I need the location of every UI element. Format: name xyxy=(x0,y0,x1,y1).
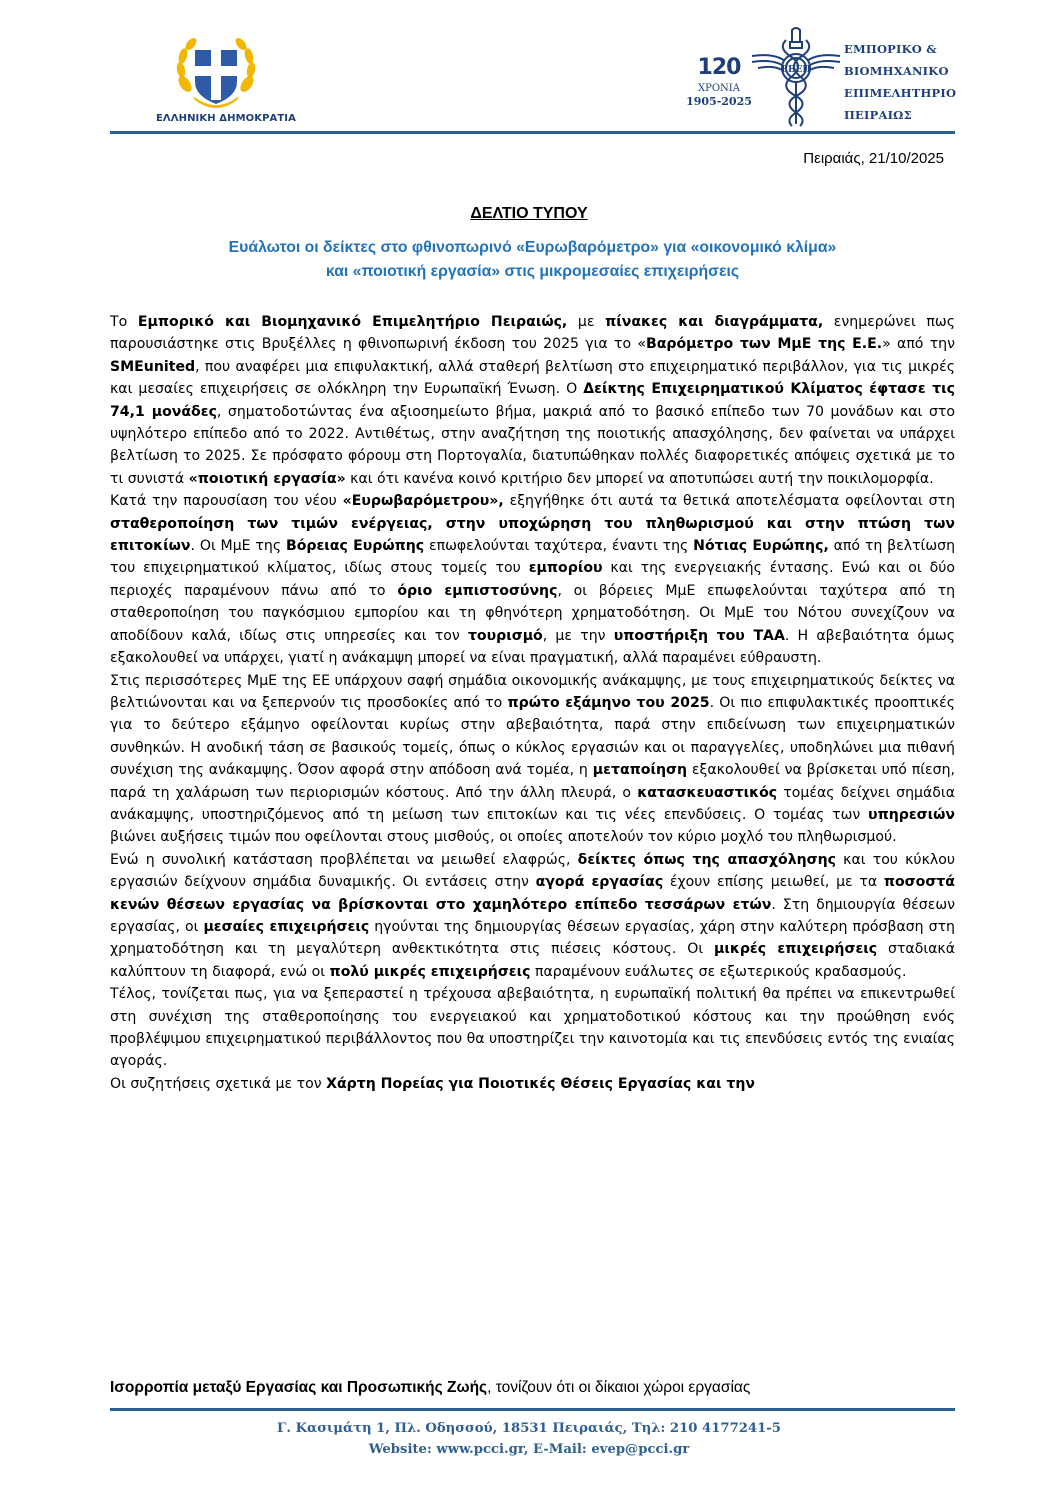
header-divider xyxy=(110,131,955,134)
press-release-body xyxy=(110,311,955,1095)
body-text: παραμένουν ευάλωτες σε εξωτερικούς κραδασμούς. xyxy=(530,963,907,980)
chamber-seal-text: ΕΒΕΠ xyxy=(781,65,811,75)
emphasized-text: δείκτες όπως της απασχόλησης xyxy=(577,851,837,868)
body-paragraph xyxy=(110,670,955,849)
body-text: και της ενεργειακής έντασης. Ενώ και οι δύο περιοχές παραμένουν πάνω από το xyxy=(110,560,955,599)
footer xyxy=(0,1418,1058,1460)
hellenic-republic-logo xyxy=(156,32,296,132)
body-text: , σηματοδοτώντας ένα αξιοσημείωτο βήμα, μακριά από το βασικό επίπεδο των 70 μονάδων και στο υψηλότερο επίπεδο από το 2022. Αντιθέτως, στην αναζήτηση της ποιοτικής απασχόλησης, δεν φαίνεται να υπάρχει βελτίωση το 2025. Σε πρόσφατο φόρουμ στη Πορτογαλία, διατυπώθηκαν πολλές διαφορετικές απόψεις σχετικά με το τι συνιστά xyxy=(110,403,955,487)
hellenic-republic-label: ΕΛΛΗΝΙΚΗ ΔΗΜΟΚΡΑΤΙΑ xyxy=(156,113,296,124)
body-text: με xyxy=(567,314,606,330)
body-text: ηγούνται της δημιουργίας θέσεων εργασίας, χάρη στην καλύτερη πρόσβαση στη χρηματοδότηση και τη μεγαλύτερη ανθεκτικότητα στις πιέσεις κόστους. Οι xyxy=(110,918,955,958)
body-text: . Στη δημιουργία θέσεων εργασίας, οι xyxy=(110,896,955,935)
body-text: Στις περισσότερες ΜμΕ της ΕΕ υπάρχουν σαφή σημάδια οικονομικής ανάκαμψης, με τους επιχειρηματικούς δείκτες να βελτιώνονται και να ξεπερνούν τις προσδοκίες από το xyxy=(110,672,955,711)
emphasized-text: κατασκευαστικός xyxy=(637,784,778,801)
body-text: Οι συζητήσεις σχετικά με τον xyxy=(110,1075,327,1092)
body-text: Ενώ η συνολική κατάσταση προβλέπεται να μειωθεί ελαφρώς, xyxy=(110,851,578,868)
anniversary-years: 1905-2025 xyxy=(686,95,752,108)
body-text: , οι βόρειες ΜμΕ επωφελούνται ταχύτερα από τη σταθεροποίηση του παγκόσμιου εμπορίου και τη φθηνότερη χρηματοδότηση. Οι ΜμΕ του Νότου συνεχίζουν να αποδίδουν καλά, ιδίως στις υπηρεσίες και τον xyxy=(110,582,956,644)
headline-line-2: και «ποιοτική εργασία» στις μικρομεσαίες επιχειρήσεις xyxy=(325,263,740,280)
body-final-line xyxy=(110,1379,955,1397)
body-text: τομέας δείχνει σημάδια ανάκαμψης, υποστηριζόμενος από τη μείωση των επιτοκίων και τις νέες επενδύσεις. Ο τομέας των xyxy=(110,784,955,823)
headline-line-1: Ευάλωτοι οι δείκτες στο φθινοπωρινό «Ευρωβαρόμετρο» για «οικονομικό κλίμα» xyxy=(228,239,837,256)
body-text: . Οι πιο επιφυλακτικές προοπτικές για το δεύτερο εξάμηνο οφείλονται κυρίως στην αβεβαιότητα, παρά στην επιδείνωση των επιχειρηματικών συνθηκών. Η ανοδική τάση σε βασικούς τομείς, όπως ο κύκλος εργασιών και οι παραγγελίες, υποδηλώνει μια πιθανή συνέχιση της ανάκαμψης. Όσον αφορά στην απόδοση ανά τομέα, η xyxy=(110,694,955,779)
body-text: σταδιακά καλύπτουν τη διαφορά, ενώ οι xyxy=(110,941,955,980)
emphasized-text: όριο εμπιστοσύνης xyxy=(397,582,558,599)
body-text: και του κύκλου εργασιών δείχνουν σημάδια δυναμικής. Οι εντάσεις στην xyxy=(110,851,956,891)
chamber-name-line: ΠΕΙΡΑΙΩΣ xyxy=(844,108,912,122)
hellenic-republic-emblem-icon xyxy=(171,32,261,112)
body-text: και ότι κανένα κοινό κριτήριο δεν μπορεί να αποτυπώσει αυτή την ποικιλομορφία. xyxy=(345,470,934,487)
emphasized-text: τουρισμό xyxy=(467,627,543,644)
emphasized-text: πρώτο εξάμηνο του 2025 xyxy=(507,694,710,711)
emphasized-text: Χάρτη Πορείας για Ποιοτικές Θέσεις Εργασίας και την xyxy=(326,1075,755,1092)
chamber-name-line: ΒΙΟΜΗΧΑΝΙΚΟ xyxy=(844,64,949,78)
document-date: Πειραιάς, 21/10/2025 xyxy=(803,150,944,167)
emphasized-text: μικρές επιχειρήσεις xyxy=(713,941,878,958)
emphasized-text: «Ευρωβαρόμετρου», xyxy=(342,493,504,510)
anniversary-badge xyxy=(686,56,752,108)
caduceus-icon xyxy=(750,26,842,128)
body-text: βιώνει αυξήσεις τιμών που οφείλονται στους μισθούς, οι οποίες αποτελούν τον κύριο μοχλό του πληθωρισμού. xyxy=(110,829,897,846)
body-text: εξακολουθεί να βρίσκεται υπό πίεση, παρά τη χαλάρωση των περιορισμών κόστους. Από την άλλη πλευρά, ο xyxy=(110,762,955,801)
body-paragraph xyxy=(110,983,955,1073)
chamber-name-line: ΕΠΙΜΕΛΗΤΗΡΙΟ xyxy=(844,86,957,100)
body-text: Τέλος, τονίζεται πως, για να ξεπεραστεί η τρέχουσα αβεβαιότητα, η ευρωπαϊκή πολιτική θα πρέπει να επικεντρωθεί στη συνέχιση της σταθεροποίησης του ενεργειακού και χρηματοδοτικού κόστους και την προώθηση ενός προβλέψιμου επιχειρηματικού περιβάλλοντος που θα υποστηρίζει την καινοτομία και τις επενδύσεις εντός της ενιαίας αγοράς. xyxy=(110,986,955,1070)
body-text: ενημερώνει πως παρουσιάστηκε στις Βρυξέλλες η φθινοπωρινή έκδοση του 2025 για το « xyxy=(110,314,955,353)
chamber-name-line: ΕΜΠΟΡΙΚΟ & xyxy=(844,42,937,56)
anniversary-word: ΧΡΟΝΙΑ xyxy=(698,83,740,94)
emphasized-text: SMEunited xyxy=(110,358,196,375)
document-title: ΔΕΛΤΙΟ ΤΥΠΟΥ xyxy=(470,205,588,222)
footer-contact: Website: www.pcci.gr, E-Mail: evep@pcci.gr xyxy=(368,1442,690,1457)
emphasized-text: εμπορίου xyxy=(528,560,603,577)
body-text: , με την xyxy=(542,627,614,644)
body-text: εξηγήθηκε ότι αυτά τα θετικά αποτελέσματα οφείλονται στη xyxy=(503,493,955,510)
footer-divider xyxy=(110,1408,955,1411)
press-release-headline xyxy=(110,236,955,284)
body-paragraph xyxy=(110,1073,955,1095)
body-text: Κατά την παρουσίαση του νέου xyxy=(110,493,343,510)
body-paragraph xyxy=(110,311,955,490)
emphasized-text: Βόρειας Ευρώπης xyxy=(285,538,425,555)
emphasized-text: σταθεροποίηση των τιμών ενέργειας, στην υποχώρηση του πληθωρισμού και στην πτώση των επιτοκίων xyxy=(110,515,955,555)
emphasized-text: «ποιοτική εργασία» xyxy=(188,470,346,487)
body-text: έχουν επίσης μειωθεί, με τα xyxy=(663,874,884,891)
footer-address: Γ. Κασιμάτη 1, Πλ. Οδησσού, 18531 Πειραιάς, Τηλ: 210 4177241-5 xyxy=(277,1421,781,1436)
body-text: . Οι ΜμΕ της xyxy=(190,538,286,555)
emphasized-text: αγορά εργασίας xyxy=(535,874,664,891)
chamber-logo xyxy=(686,24,956,132)
emphasized-text: υπηρεσιών xyxy=(868,806,955,823)
emphasized-text: μεσαίες επιχειρήσεις xyxy=(203,918,370,935)
emphasized-text: πολύ μικρές επιχειρήσεις xyxy=(329,963,531,980)
body-text: Το xyxy=(110,314,138,330)
body-final-line-bold: Ισορροπία μεταξύ Εργασίας και Προσωπικής Ζωής xyxy=(110,1379,488,1396)
anniversary-number: 120 xyxy=(697,55,741,80)
emphasized-text: Νότιας Ευρώπης, xyxy=(693,538,829,555)
body-text: . Η αβεβαιότητα όμως εξακολουθεί να υπάρχει, γιατί η ανάκαμψη μπορεί να είναι πραγματική, αλλά παραμένει εύθραυστη. xyxy=(110,627,955,667)
body-final-line-rest: , τονίζουν ότι οι δίκαιοι χώροι εργασίας xyxy=(487,1379,751,1396)
body-text: , που αναφέρει μια επιφυλακτική, αλλά σταθερή βελτίωση στο επιχειρηματικό περιβάλλον, για τις μικρές και μεσαίες επιχειρήσεις σε ολόκληρη την Ευρωπαϊκή Ένωση. Ο xyxy=(110,358,955,398)
chamber-name xyxy=(844,38,956,126)
body-text: » από την xyxy=(882,336,955,353)
emphasized-text: υποστήριξη του ΤΑΑ xyxy=(613,627,785,644)
emphasized-text: Βαρόμετρο των ΜμΕ της Ε.Ε. xyxy=(645,336,883,353)
body-paragraph xyxy=(110,849,955,983)
emphasized-text: πίνακες και διαγράμματα, xyxy=(605,314,824,330)
body-text: επωφελούνται ταχύτερα, έναντι της xyxy=(424,538,694,555)
body-text: από τη βελτίωση του επιχειρηματικού κλίματος, ιδίως στους τομείς του xyxy=(110,538,955,577)
body-paragraph xyxy=(110,490,955,669)
letterhead xyxy=(108,20,956,132)
emphasized-text: ποσοστά κενών θέσεων εργασίας να βρίσκονται στο χαμηλότερο επίπεδο τεσσάρων ετών xyxy=(110,874,955,913)
emphasized-text: Δείκτης Επιχειρηματικού Κλίματος έφτασε τις 74,1 μονάδες xyxy=(110,381,955,420)
emphasized-text: Εμπορικό και Βιομηχανικό Επιμελητήριο Πειραιώς, xyxy=(137,314,568,330)
emphasized-text: μεταποίηση xyxy=(592,762,688,779)
